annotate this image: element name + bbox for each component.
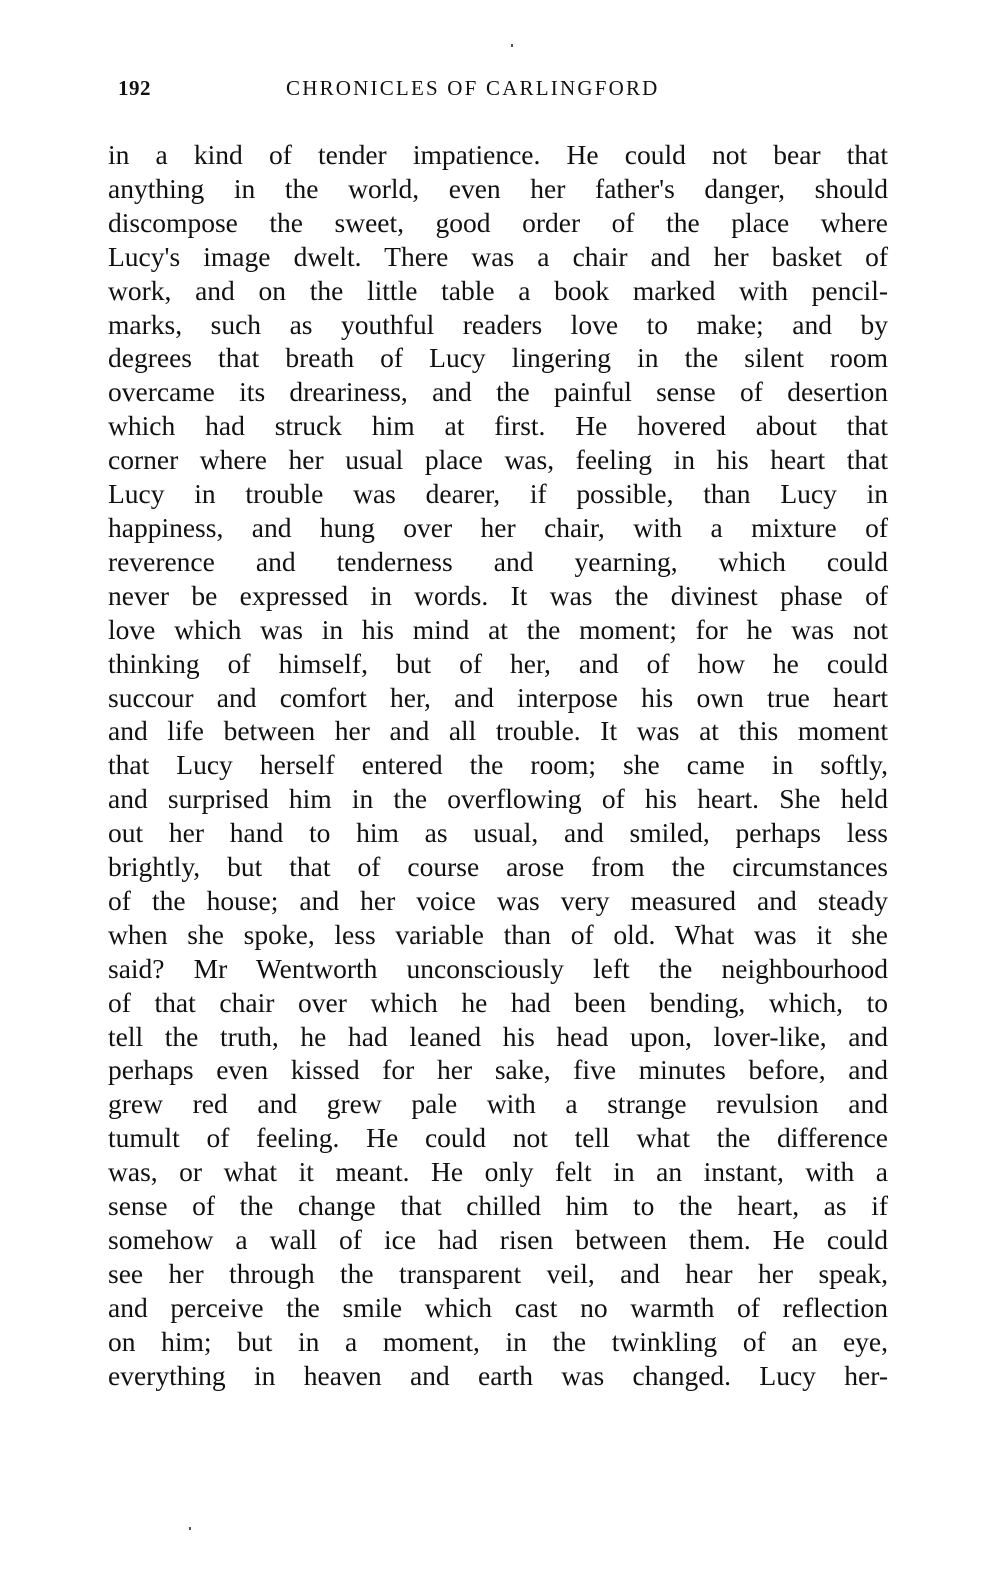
text-line: never be expressed in words. It was the divinest phase of (108, 579, 888, 611)
text-line: out her hand to him as usual, and smiled, perhaps less (108, 817, 888, 849)
text-line: anything in the world, even her father's danger, should (108, 172, 888, 204)
text-line: brightly, but that of course arose from the circumstances (108, 851, 888, 883)
text-line: thinking of himself, but of her, and of how he could (108, 647, 888, 679)
text-line: of that chair over which he had been bending, which, to (108, 986, 888, 1018)
running-title: CHRONICLES OF CARLINGFORD (286, 76, 660, 100)
text-line: reverence and tenderness and yearning, which could (108, 545, 888, 577)
text-line: said? Mr Wentworth unconsciously left the neighbourhood (108, 952, 888, 984)
text-line: and surprised him in the overflowing of his heart. She held (108, 783, 888, 815)
text-line: which had struck him at first. He hovered about that (108, 410, 888, 442)
paper-speck (189, 1527, 191, 1530)
text-line: tell the truth, he had leaned his head upon, lover-like, and (108, 1020, 888, 1052)
text-line: overcame its dreariness, and the painful sense of desertion (108, 376, 888, 408)
text-line: was, or what it meant. He only felt in an instant, with a (108, 1156, 888, 1188)
text-line: sense of the change that chilled him to the heart, as if (108, 1190, 888, 1222)
text-line: that Lucy herself entered the room; she came in softly, (108, 749, 888, 781)
text-line: work, and on the little table a book marked with pencil- (108, 274, 888, 306)
text-line: degrees that breath of Lucy lingering in the silent room (108, 342, 888, 374)
text-line: happiness, and hung over her chair, with a mixture of (108, 511, 888, 543)
text-line: in a kind of tender impatience. He could not bear that (108, 139, 888, 170)
page-number: 192 (118, 76, 151, 100)
text-line: and perceive the smile which cast no warmth of reflection (108, 1291, 888, 1323)
text-line: Lucy's image dwelt. There was a chair and her basket of (108, 240, 888, 272)
body-text (108, 138, 888, 1393)
text-line: grew red and grew pale with a strange revulsion and (108, 1088, 888, 1120)
page-header (108, 76, 888, 106)
text-line: love which was in his mind at the moment; for he was not (108, 613, 888, 645)
text-line: of the house; and her voice was very measured and steady (108, 884, 888, 916)
text-line: everything in heaven and earth was changed. Lucy her- (108, 1359, 888, 1391)
text-line: perhaps even kissed for her sake, five minutes before, and (108, 1054, 888, 1086)
text-line: when she spoke, less variable than of old. What was it she (108, 918, 888, 950)
text-line: succour and comfort her, and interpose his own true heart (108, 681, 888, 713)
paper-speck (511, 44, 513, 47)
text-line: tumult of feeling. He could not tell what the difference (108, 1122, 888, 1154)
text-line: somehow a wall of ice had risen between them. He could (108, 1224, 888, 1255)
text-line: and life between her and all trouble. It was at this moment (108, 715, 888, 747)
text-line: see her through the transparent veil, and hear her speak, (108, 1257, 888, 1289)
text-line: discompose the sweet, good order of the place where (108, 206, 888, 238)
text-line: marks, such as youthful readers love to make; and by (108, 308, 888, 340)
text-line: on him; but in a moment, in the twinkling of an eye, (108, 1325, 888, 1357)
text-line: corner where her usual place was, feeling in his heart that (108, 444, 888, 476)
text-line: Lucy in trouble was dearer, if possible, than Lucy in (108, 478, 888, 510)
